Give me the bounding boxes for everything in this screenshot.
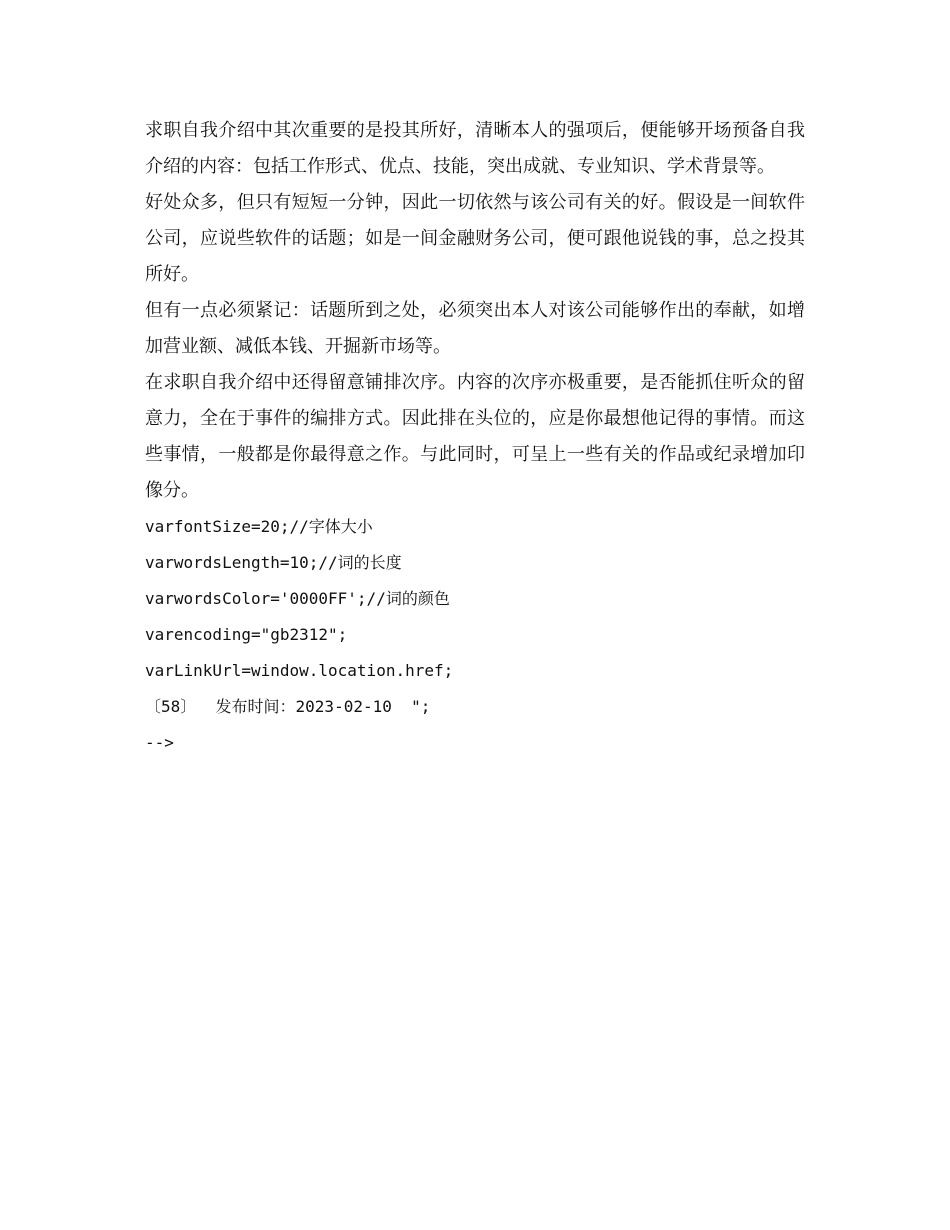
comment-close-line: -->	[145, 733, 174, 752]
paragraph-ordering: 在求职自我介绍中还得留意铺排次序。内容的次序亦极重要，是否能抓住听众的留意力，全在于事件的编排方式。因此排在头位的，应是你最想他记得的事情。而这些事情，一般都是你最得意之作。与此同时，可呈上一些有关的作品或纪录增加印像分。	[145, 372, 805, 501]
code-line-link-url: varLinkUrl=window.location.href;	[145, 661, 454, 680]
document-body	[145, 113, 805, 761]
code-line-words-length: varwordsLength=10;//词的长度	[145, 553, 402, 572]
paragraph-self-intro-strengths: 求职自我介绍中其次重要的是投其所好，清晰本人的强项后，便能够开场预备自我介绍的内容：包括工作形式、优点、技能，突出成就、专业知识、学术背景等。	[145, 120, 805, 177]
code-line-words-color: varwordsColor='0000FF';//词的颜色	[145, 589, 450, 608]
code-line-encoding: varencoding="gb2312";	[145, 625, 348, 644]
code-line-font-size: varfontSize=20;//字体大小	[145, 517, 373, 536]
paragraph-company-relevance: 好处众多，但只有短短一分钟，因此一切依然与该公司有关的好。假设是一间软件公司，应说些软件的话题；如是一间金融财务公司，便可跟他说钱的事，总之投其所好。	[145, 192, 805, 285]
paragraph-contribution: 但有一点必须紧记：话题所到之处，必须突出本人对该公司能够作出的奉献，如增加营业额、减低本钱、开掘新市场等。	[145, 300, 805, 357]
publish-date-line: 〔58〕 发布时间：2023-02-10 ";	[145, 697, 431, 716]
